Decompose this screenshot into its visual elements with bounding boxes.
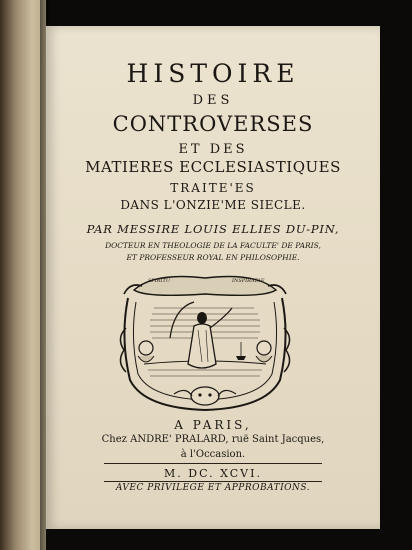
title-traitees: TRAITE'ES: [170, 181, 256, 195]
title-controverses: CONTROVERSES: [112, 112, 314, 136]
divider-rule-top: [104, 463, 322, 464]
title-page: [46, 26, 380, 529]
title-matieres: MATIERES ECCLESIASTIQUES: [85, 158, 341, 176]
printer-vignette: [114, 268, 296, 418]
title-histoire: HISTOIRE: [126, 59, 300, 88]
vignette-motto-left: SPIRITU: [148, 278, 171, 284]
author-line: PAR MESSIRE LOUIS ELLIES DU-PIN,: [86, 222, 340, 236]
imprint-privilege: AVEC PRIVILEGE ET APPROBATIONS.: [115, 483, 311, 493]
title-des: DES: [192, 93, 234, 108]
imprint-city: A PARIS,: [174, 418, 252, 432]
divider-rule-bottom: [104, 481, 322, 482]
degree-line-2: ET PROFESSEUR ROYAL EN PHILOSOPHIE.: [126, 253, 300, 262]
degree-line-1: DOCTEUR EN THEOLOGIE DE LA FACULTE' DE PARIS,: [105, 241, 321, 250]
imprint-sign: à l'Occasion.: [180, 449, 246, 460]
vignette-engraving: [114, 268, 296, 418]
imprint-publisher: Chez ANDRE' PRALARD, ruë Saint Jacques,: [101, 434, 325, 445]
title-et-des: ET DES: [178, 142, 248, 157]
vignette-motto-right: INSPIRATAE: [232, 278, 265, 284]
title-onzieme: DANS L'ONZIE'ME SIECLE.: [120, 198, 306, 212]
imprint-date: M. DC. XCVI.: [164, 467, 262, 480]
bottom-shadow: [46, 529, 380, 550]
